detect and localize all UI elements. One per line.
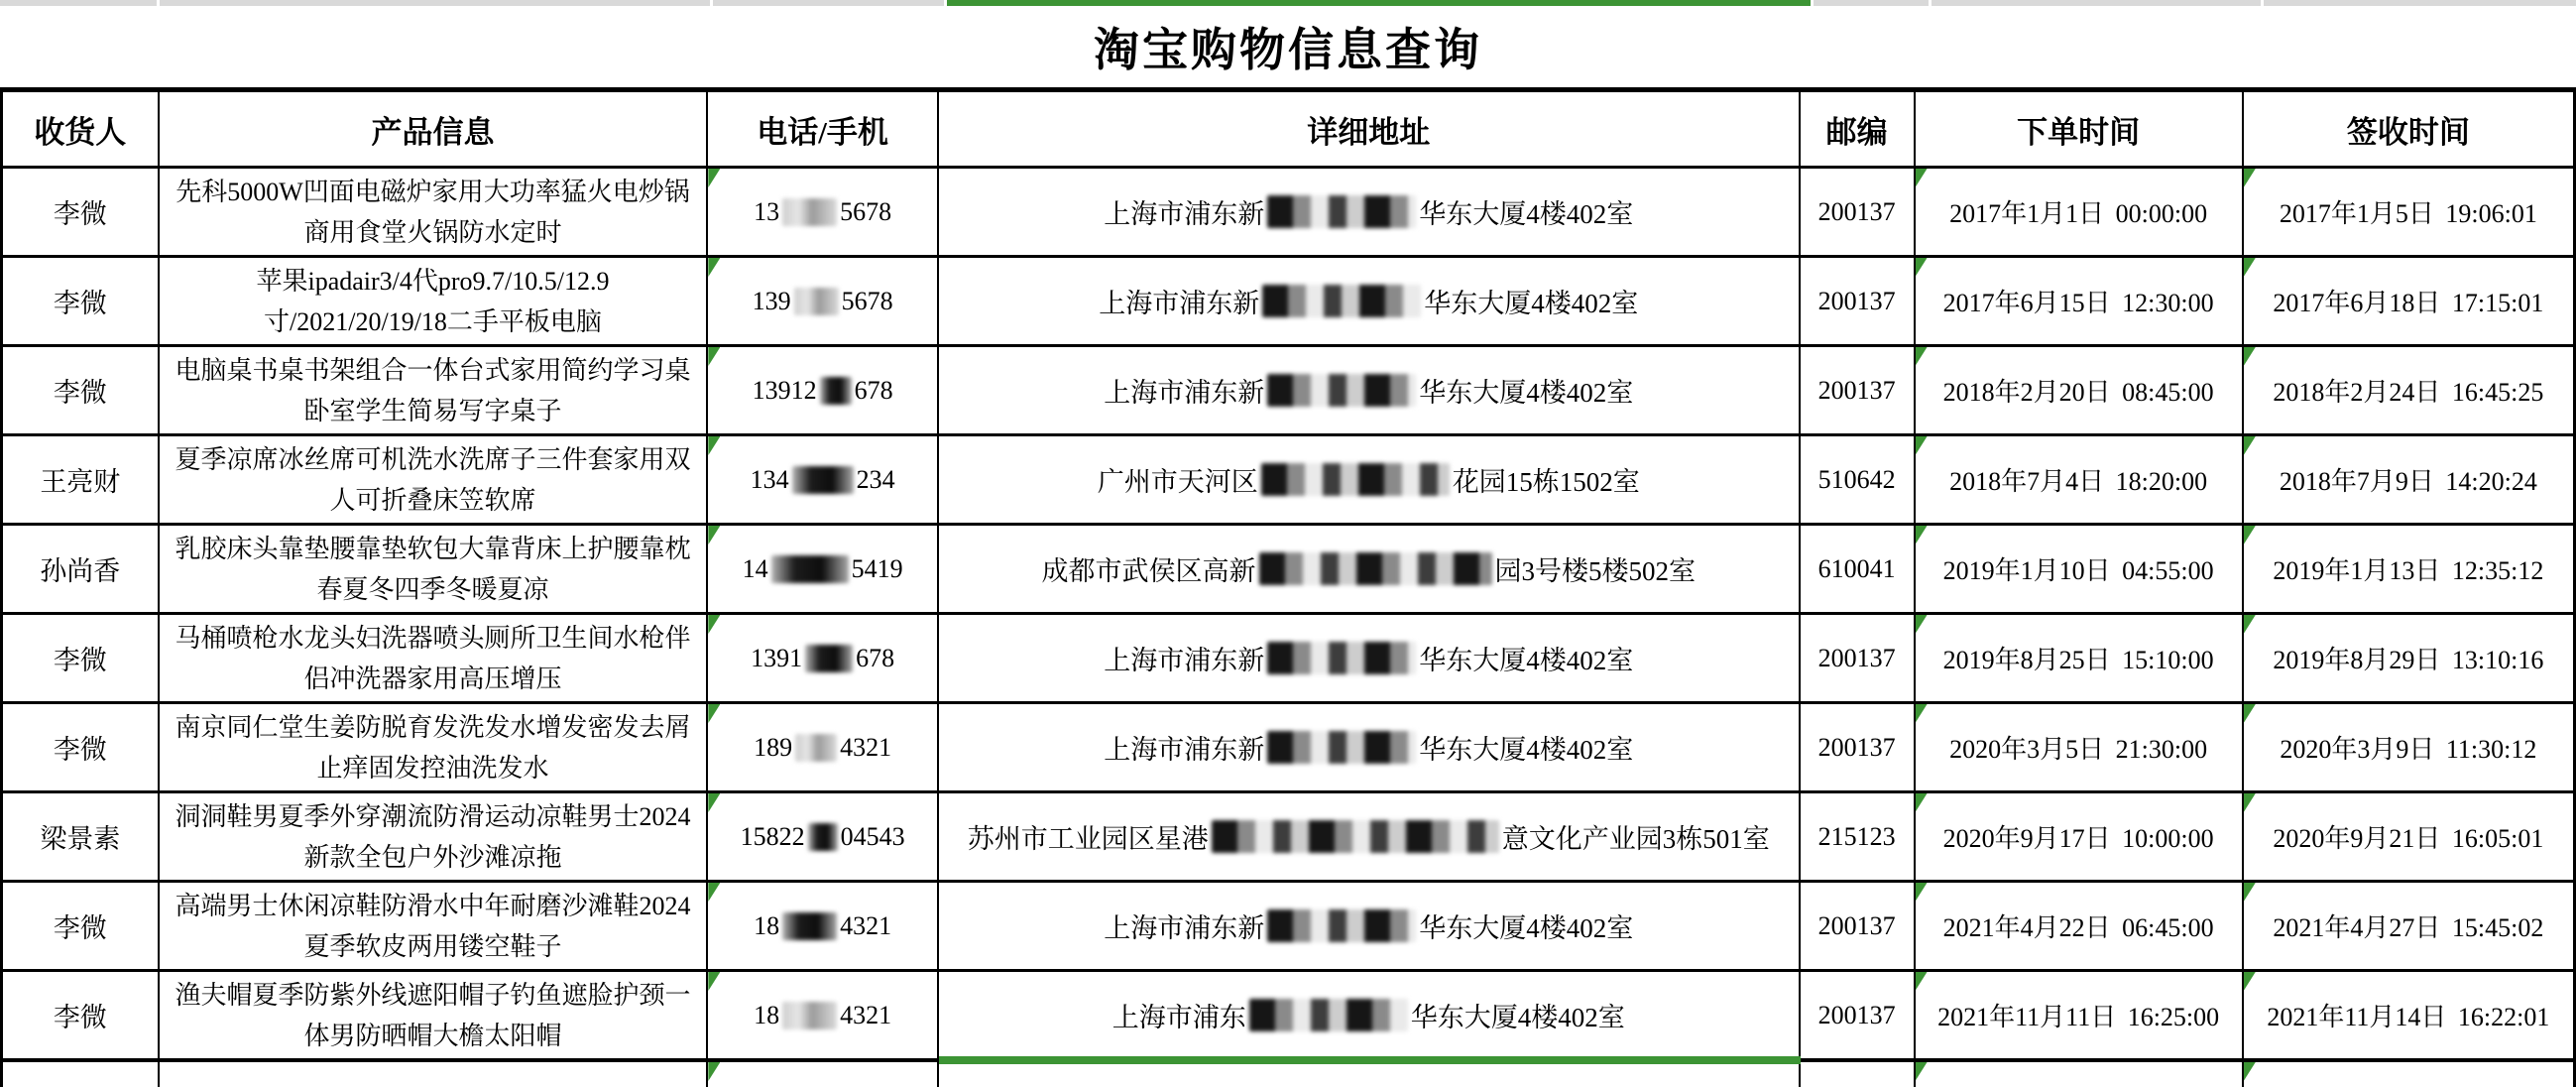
address-redaction-blur [1267,374,1416,407]
cell-recipient[interactable]: 王亮财 [3,436,160,523]
address-redaction-blur [1267,642,1416,674]
stored-as-text-indicator [708,1062,720,1081]
cell-product[interactable]: 先科5000W凹面电磁炉家用大功率猛火电炒锅商用食堂火锅防水定时 [160,169,709,255]
cell-zipcode[interactable]: 200137 [1801,615,1916,701]
cell-zipcode[interactable]: 510642 [1801,436,1916,523]
cell-recipient[interactable]: 孙尚香 [3,526,160,612]
stored-as-text-indicator [2244,704,2256,723]
stored-as-text-indicator [1916,169,1928,187]
cell-recipient[interactable]: 李微 [3,347,160,433]
phone-redaction-blur [782,1002,837,1029]
cell-address[interactable]: 成都市武侯区高新 园3号楼5楼502室 [939,526,1801,612]
cell-phone[interactable]: 189 4321 [708,704,938,790]
cell-product[interactable]: 渔夫帽夏季防紫外线遮阳帽子钓鱼遮脸护颈一体男防晒帽大檐太阳帽 [160,972,709,1058]
cell-sign-time[interactable]: 2017年6月18日 17:15:01 [2244,258,2573,344]
cell-recipient[interactable]: 李微 [3,883,160,969]
cell-phone[interactable]: 18 4321 [708,883,938,969]
column-header-order-time[interactable]: 下单时间 [1916,92,2244,166]
sliver-cell [708,1062,938,1087]
column-selection-highlight-bottom [939,1056,1801,1064]
cell-phone[interactable]: 134 234 [708,436,938,523]
cell-recipient[interactable]: 李微 [3,169,160,255]
table-row [3,169,2573,258]
cell-recipient[interactable]: 李微 [3,704,160,790]
stored-as-text-indicator [2244,793,2256,812]
phone-redaction-blur [820,377,852,405]
phone-redaction-blur [795,734,837,762]
column-header-recipient[interactable]: 收货人 [3,92,160,166]
cell-product[interactable]: 南京同仁堂生姜防脱育发洗发水增发密发去屑止痒固发控油洗发水 [160,704,709,790]
row-above-sliver [0,0,2576,6]
table-header-row [3,92,2573,169]
cell-order-time[interactable]: 2018年2月20日 08:45:00 [1916,347,2244,433]
phone-redaction-blur [782,912,837,940]
phone-redaction-blur [782,198,837,226]
column-header-sign-time[interactable]: 签收时间 [2346,114,2470,150]
cell-sign-time[interactable]: 2019年1月13日 12:35:12 [2244,526,2573,612]
sliver-cell [1916,1062,2244,1087]
column-header-phone[interactable]: 电话/手机 [708,92,938,166]
cell-order-time[interactable]: 2021年11月11日 16:25:00 [1916,972,2244,1058]
cell-phone[interactable]: 14 5419 [708,526,938,612]
cell-address[interactable]: 广州市天河区 花园15栋1502室 [939,436,1801,523]
address-redaction-blur [1267,909,1416,942]
table-row [3,883,2573,972]
stored-as-text-indicator [1916,436,1928,455]
column-header-address[interactable]: 详细地址 [939,92,1801,166]
cell-address[interactable]: 上海市浦东 华东大厦4楼402室 [939,972,1801,1058]
cell-product[interactable]: 电脑桌书桌书架组合一体台式家用简约学习桌卧室学生简易写字桌子 [160,347,709,433]
cell-recipient[interactable]: 李微 [3,258,160,344]
strip-seg [0,0,157,6]
stored-as-text-indicator [2244,526,2256,544]
table-row [3,615,2573,704]
table-row [3,972,2573,1058]
sliver-cell [1801,1062,1916,1087]
stored-as-text-indicator [708,258,720,277]
stored-as-text-indicator [1916,615,1928,634]
cell-zipcode[interactable]: 200137 [1801,704,1916,790]
stored-as-text-indicator [708,526,720,544]
sliver-cell [3,1062,160,1087]
cell-product[interactable]: 高端男士休闲凉鞋防滑水中年耐磨沙滩鞋2024夏季软皮两用镂空鞋子 [160,883,709,969]
cell-sign-time[interactable]: 2017年1月5日 19:06:01 [2244,169,2573,255]
cell-address[interactable]: 上海市浦东新 华东大厦4楼402室 [939,347,1801,433]
cell-zipcode[interactable]: 200137 [1801,258,1916,344]
column-selection-highlight-top [947,0,1811,6]
strip-seg [2264,0,2576,6]
cell-phone[interactable]: 1391 678 [708,615,938,701]
page-title: 淘宝购物信息查询 [1094,25,1482,75]
address-redaction-blur [1261,463,1450,496]
strip-seg [160,0,710,6]
cell-sign-time[interactable]: 2021年4月27日 15:45:02 [2244,883,2573,969]
cell-sign-time[interactable]: 2018年2月24日 16:45:25 [2244,347,2573,433]
cell-address[interactable]: 上海市浦东新 华东大厦4楼402室 [939,169,1801,255]
cell-phone[interactable]: 13 5678 [708,169,938,255]
stored-as-text-indicator [1916,704,1928,723]
cell-order-time[interactable]: 2018年7月4日 18:20:00 [1916,436,2244,523]
cell-phone[interactable]: 139 5678 [708,258,938,344]
address-redaction-blur [1267,731,1416,764]
stored-as-text-indicator [708,972,720,991]
stored-as-text-indicator [1916,526,1928,544]
strip-seg [1932,0,2261,6]
table-row [3,436,2573,526]
cell-order-time[interactable]: 2019年1月10日 04:55:00 [1916,526,2244,612]
stored-as-text-indicator [2244,615,2256,634]
stored-as-text-indicator [1916,258,1928,277]
orders-table [0,87,2576,1062]
table-row [3,526,2573,615]
stored-as-text-indicator [708,615,720,634]
cell-order-time[interactable]: 2021年4月22日 06:45:00 [1916,883,2244,969]
stored-as-text-indicator [1916,1062,1928,1081]
cell-zipcode[interactable]: 215123 [1801,793,1916,880]
cell-phone[interactable]: 13912 678 [708,347,938,433]
stored-as-text-indicator [708,704,720,723]
address-redaction-blur [1259,552,1492,585]
stored-as-text-indicator [2244,1062,2256,1081]
phone-redaction-blur [771,555,849,583]
cell-sign-time[interactable]: 2019年8月29日 13:10:16 [2244,615,2573,701]
cell-zipcode[interactable]: 200137 [1801,347,1916,433]
stored-as-text-indicator [1916,793,1928,812]
cell-zipcode[interactable]: 200137 [1801,883,1916,969]
cell-zipcode[interactable]: 200137 [1801,972,1916,1058]
cell-order-time[interactable]: 2020年3月5日 21:30:00 [1916,704,2244,790]
sliver-cell [939,1062,1801,1087]
sliver-cell [2244,1062,2573,1087]
phone-redaction-blur [792,466,854,494]
cell-zipcode[interactable]: 200137 [1801,169,1916,255]
cell-product[interactable]: 洞洞鞋男夏季外穿潮流防滑运动凉鞋男士2024新款全包户外沙滩凉拖 [160,793,709,880]
stored-as-text-indicator [1916,883,1928,902]
stored-as-text-indicator [2244,436,2256,455]
cell-order-time[interactable]: 2017年6月15日 12:30:00 [1916,258,2244,344]
title-row [0,6,2576,87]
table-row [3,793,2573,883]
cell-address[interactable]: 上海市浦东新 华东大厦4楼402室 [939,883,1801,969]
cell-product[interactable]: 苹果ipadair3/4代pro9.7/10.5/12.9寸/2021/20/19/18二手平板电脑 [160,258,709,344]
cell-zipcode[interactable]: 610041 [1801,526,1916,612]
cell-product[interactable]: 马桶喷枪水龙头妇洗器喷头厕所卫生间水枪伴侣冲洗器家用高压增压 [160,615,709,701]
stored-as-text-indicator [2244,258,2256,277]
cell-sign-time[interactable]: 2020年3月9日 11:30:12 [2244,704,2573,790]
stored-as-text-indicator [2244,972,2256,991]
cell-phone[interactable]: 15822 04543 [708,793,938,880]
cell-phone[interactable]: 18 4321 [708,972,938,1058]
table-row [3,258,2573,347]
cell-address[interactable]: 苏州市工业园区星港 意文化产业园3栋501室 [939,793,1801,880]
cell-recipient[interactable]: 李微 [3,615,160,701]
strip-seg [1814,0,1929,6]
stored-as-text-indicator [2244,169,2256,187]
phone-redaction-blur [794,288,839,315]
phone-redaction-blur [808,823,838,851]
stored-as-text-indicator [1916,347,1928,366]
cell-order-time[interactable]: 2020年9月17日 10:00:00 [1916,793,2244,880]
stored-as-text-indicator [1916,972,1928,991]
stored-as-text-indicator [708,169,720,187]
column-header-zipcode[interactable]: 邮编 [1801,92,1916,166]
stored-as-text-indicator [2244,347,2256,366]
cell-order-time[interactable]: 2019年8月25日 15:10:00 [1916,615,2244,701]
table-row [3,347,2573,436]
address-redaction-blur [1212,820,1499,853]
cell-recipient[interactable]: 梁景素 [3,793,160,880]
cell-address[interactable]: 上海市浦东新 华东大厦4楼402室 [939,615,1801,701]
address-redaction-blur [1249,999,1408,1031]
sliver-cell [160,1062,709,1087]
row-below-sliver [0,1062,2576,1087]
cell-product[interactable]: 乳胶床头靠垫腰靠垫软包大靠背床上护腰靠枕春夏冬四季冬暖夏凉 [160,526,709,612]
cell-address[interactable]: 上海市浦东新 华东大厦4楼402室 [939,258,1801,344]
cell-product[interactable]: 夏季凉席冰丝席可机洗水洗席子三件套家用双人可折叠床笠软席 [160,436,709,523]
column-header-product[interactable]: 产品信息 [160,92,709,166]
cell-sign-time[interactable]: 2018年7月9日 14:20:24 [2244,436,2573,523]
cell-sign-time[interactable]: 2020年9月21日 16:05:01 [2244,793,2573,880]
stored-as-text-indicator [708,793,720,812]
cell-sign-time[interactable]: 2021年11月14日 16:22:01 [2244,972,2573,1058]
phone-redaction-blur [805,645,853,672]
stored-as-text-indicator [708,436,720,455]
cell-recipient[interactable]: 李微 [3,972,160,1058]
address-redaction-blur [1262,285,1421,317]
stored-as-text-indicator [2244,883,2256,902]
strip-seg [713,0,944,6]
address-redaction-blur [1267,195,1416,228]
table-row [3,704,2573,793]
stored-as-text-indicator [708,883,720,902]
stored-as-text-indicator [708,347,720,366]
cell-order-time[interactable]: 2017年1月1日 00:00:00 [1916,169,2244,255]
cell-address[interactable]: 上海市浦东新 华东大厦4楼402室 [939,704,1801,790]
